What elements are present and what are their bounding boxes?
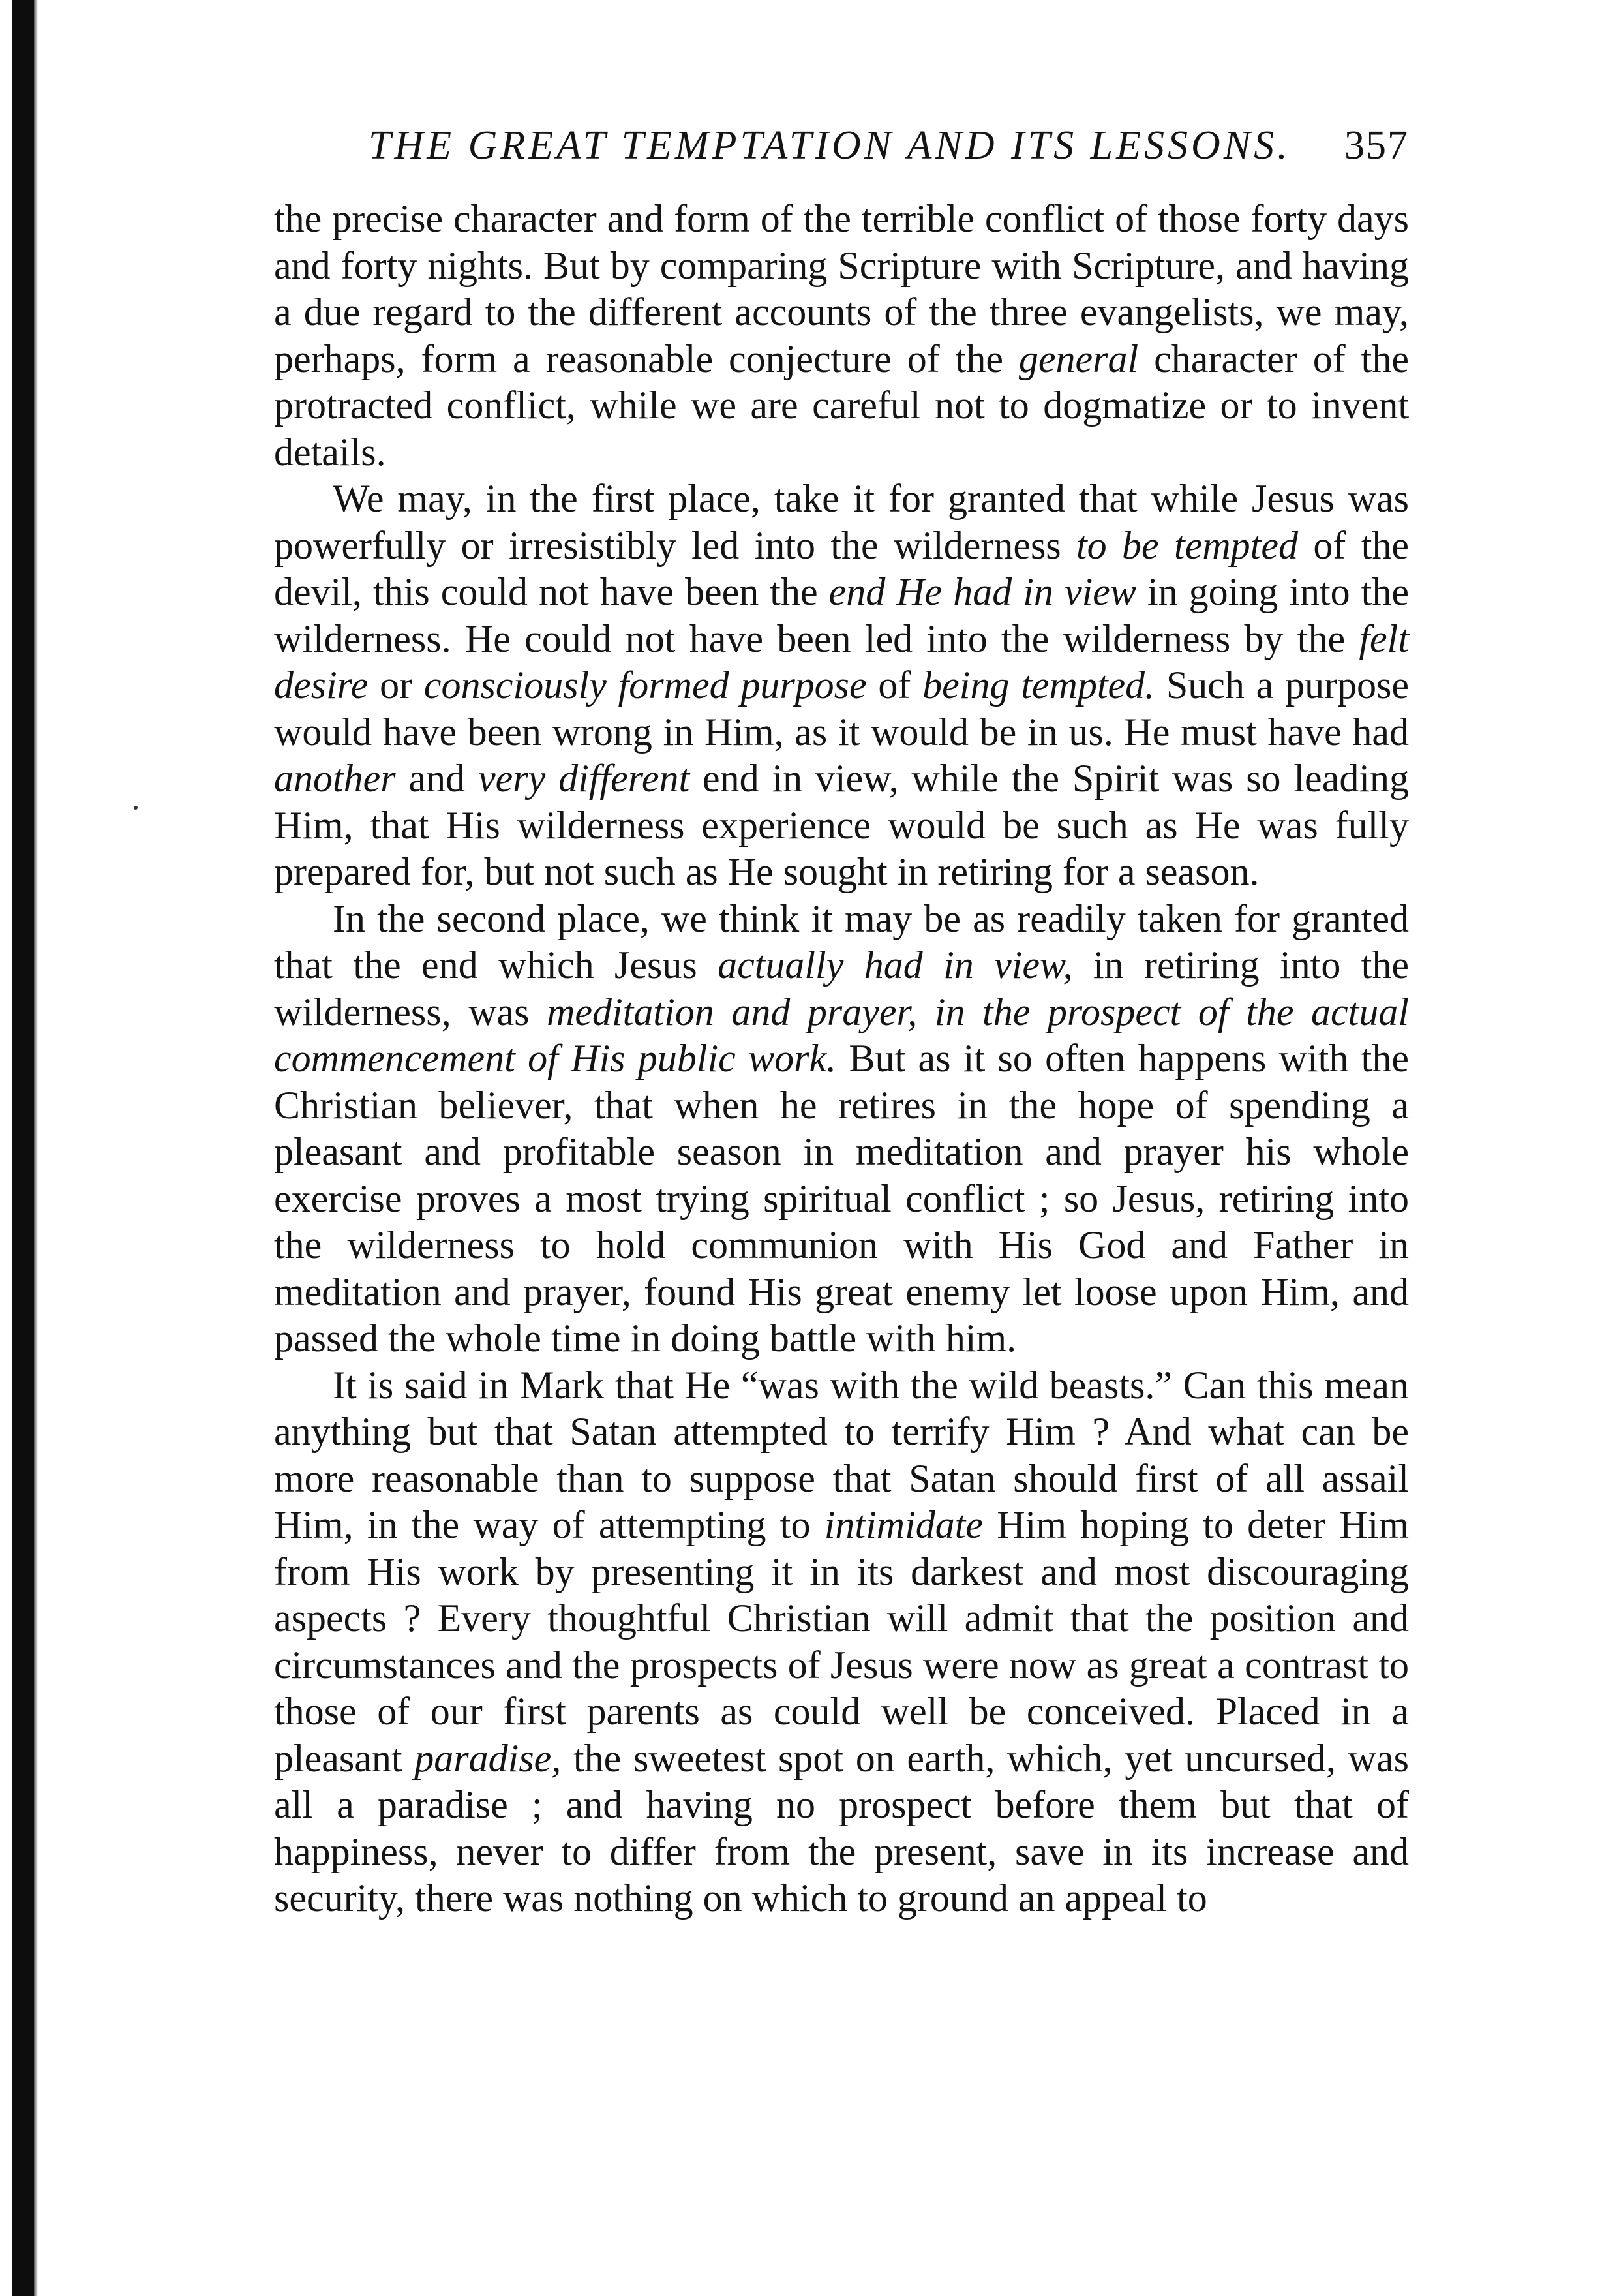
text-run: In the second place, we think it may be as readily taken for granted that the end which Jesus [274, 896, 1409, 987]
text-run: It is said in Mark that He “was with the wild beasts.” Can this mean anything but that Satan attempted to terrify Him ? And what can be more reasonable than to suppose that Satan should first of all assail Him, in the way of attempting to [274, 1363, 1409, 1546]
italic-run: end He had in view [828, 570, 1136, 613]
text-run: Such a purpose would have been wrong in Him, as it would be in us. He must have had [274, 664, 1410, 754]
italic-run: intimidate [824, 1503, 984, 1546]
italic-run: being tempted. [922, 664, 1155, 707]
text-run: of the devil, this could not have been the [274, 523, 1410, 613]
text-run: or [368, 664, 424, 707]
italic-run: meditation and prayer, in the prospect of the actual commencement of His public work. [274, 990, 1409, 1080]
running-head [274, 110, 1409, 181]
page-binding-shadow [12, 0, 34, 2296]
text-run: Him hoping to deter Him from His work by presenting it in its darkest and most discouraging aspects ? Every thoughtful Christian will admit that the position and circumstances and the prospects of Jesus were now as great a contrast to those of our first parents as could well be conceived. Placed in a pleasant [274, 1503, 1409, 1780]
text-run: and [395, 757, 478, 800]
text-run: But as it so often happens with the Christian believer, that when he retires in the hope of spending a pleasant and profitable season in meditation and prayer his whole exercise proves a most trying spiritual conflict ; so Jesus, retiring into the wilderness to hold communion with His God and Father in meditation and prayer, found His great enemy let loose upon Him, and passed the whole time in doing battle with him. [274, 1037, 1409, 1360]
text-run: the precise character and form of the terrible conflict of those forty days and forty nights. But by comparing Scripture with Scripture, and having a due regard to the different accounts of the three evangelists, we may, perhaps, form a reasonable conjecture of the [274, 197, 1409, 380]
italic-run: to be tempted [1076, 523, 1298, 567]
text-run: end in view, while the Spirit was so leading Him, that His wilderness experience would be such as He was fully prepared for, but not such as He sought in retiring for a season. [274, 757, 1409, 893]
margin-speck [134, 806, 138, 810]
paragraph-2 [274, 476, 1409, 896]
italic-run: felt desire [274, 617, 1409, 707]
italic-run: consciously formed purpose [423, 664, 867, 707]
paragraph-1 [274, 196, 1409, 476]
running-title: THE GREAT TEMPTATION AND ITS LESSONS. [369, 123, 1291, 168]
italic-run: another [274, 757, 396, 800]
text-run: We may, in the first place, take it for granted that while Jesus was powerfully or irresistibly led into the wilderness [274, 477, 1409, 567]
text-run: in going into the wilderness. He could not have been led into the wilderness by the [274, 570, 1409, 660]
text-run: in retiring into the wilderness, was [274, 943, 1409, 1033]
italic-run: very different [477, 757, 690, 800]
paragraph-3 [274, 896, 1409, 1362]
page-number: 357 [1344, 123, 1409, 168]
italic-run: general [1018, 337, 1139, 380]
paragraph-4 [274, 1362, 1409, 1922]
text-run: the sweetest spot on earth, which, yet uncursed, was all a paradise ; and having no prospect before them but that of happiness, never to differ from the present, save in its increase and security, there was nothing on which to ground an appeal to [274, 1736, 1409, 1920]
italic-run: paradise, [414, 1736, 562, 1780]
text-run: of [866, 664, 923, 707]
page-binding-edge [34, 0, 38, 2296]
italic-run: actually had in view, [718, 943, 1073, 987]
body-text [274, 196, 1409, 1922]
text-run: character of the protracted conflict, while we are careful not to dogmatize or to invent details. [274, 337, 1409, 474]
